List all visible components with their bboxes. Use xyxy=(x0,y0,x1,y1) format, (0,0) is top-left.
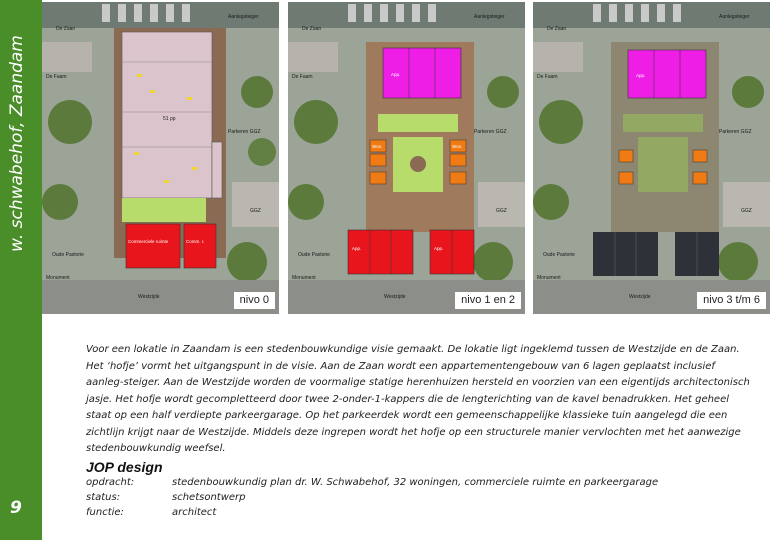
page-number: 9 xyxy=(10,498,22,518)
svg-text:Oude Pastorie: Oude Pastorie xyxy=(52,252,84,258)
svg-text:Parkeren GGZ: Parkeren GGZ xyxy=(474,129,507,135)
meta-key: functie: xyxy=(86,507,124,518)
svg-text:De Faam: De Faam xyxy=(46,74,67,80)
svg-text:Westzijde: Westzijde xyxy=(629,294,651,300)
plan-panel-level-3-6 xyxy=(533,2,770,314)
meta-value: architect xyxy=(172,507,217,518)
meta-value: stedenbouwkundig plan dr. W. Schwabehof, 32 woningen, commerciele ruimte en parkeergarage xyxy=(172,477,659,488)
project-title: w. schwabehof, Zaandam xyxy=(7,35,27,252)
svg-text:Oude Pastorie: Oude Pastorie xyxy=(298,252,330,258)
svg-text:GGZ: GGZ xyxy=(250,208,261,214)
svg-text:Monument: Monument xyxy=(46,275,70,281)
svg-text:Won.: Won. xyxy=(372,144,383,149)
svg-text:De Zaan: De Zaan xyxy=(302,26,322,32)
plan-panel-level-1-2 xyxy=(288,2,525,314)
svg-text:App.: App. xyxy=(391,72,401,77)
svg-text:Parkeren GGZ: Parkeren GGZ xyxy=(228,129,261,135)
svg-text:GGZ: GGZ xyxy=(496,208,507,214)
svg-text:App.: App. xyxy=(434,246,444,251)
svg-text:Aanlegsteiger: Aanlegsteiger xyxy=(474,14,505,20)
svg-text:Aanlegsteiger: Aanlegsteiger xyxy=(228,14,259,20)
commercial-space-right xyxy=(184,224,216,268)
svg-text:Monument: Monument xyxy=(292,275,316,281)
meta-value: schetsontwerp xyxy=(172,492,246,503)
svg-text:De Faam: De Faam xyxy=(292,74,313,80)
svg-text:App.: App. xyxy=(352,246,362,251)
svg-text:Comm. r.: Comm. r. xyxy=(186,239,205,244)
svg-text:Westzijde: Westzijde xyxy=(138,294,160,300)
level-label: nivo 0 xyxy=(234,292,275,309)
level-label: nivo 3 t/m 6 xyxy=(697,292,766,309)
plan-panel-level-0 xyxy=(42,2,279,314)
meta-key: status: xyxy=(86,492,121,503)
svg-text:Parkeren GGZ: Parkeren GGZ xyxy=(719,129,752,135)
svg-text:Commerciele ruimte: Commerciele ruimte xyxy=(128,239,169,244)
svg-text:De Zaan: De Zaan xyxy=(547,26,567,32)
svg-text:App.: App. xyxy=(636,73,646,78)
site-plan-level-3-6 xyxy=(533,2,770,314)
svg-text:51 pp: 51 pp xyxy=(163,116,176,122)
site-plan-level-0 xyxy=(42,2,279,314)
project-description: Voor een lokatie in Zaandam is een stedenbouwkundige visie gemaakt. De lokatie ligt ingeklemd tussen de Westzijde en de Zaan. Het ‘hofje’ vormt het uitgangspunt in de visie. Aan de Zaan wordt een appartementengebouw van 6 lagen geplaatst inclusief aanleg-steiger. Aan de Westzijde worden de voormalige statige herenhuizen hersteld en voorzien van een eigentijds architectonisch jasje. Het hofje wordt gecompletteerd door twee 2-onder-1-kappers die de lengterichting van de kavel benadrukken. Het geheel staat op een half verdiepte parkeergarage. Op het parkeerdek wordt een gemeenschappelijke klassieke tuin aangelegd die een zichtlijn krijgt naar de Westzijde. Middels deze ingrepen wordt het hofje op een structurele manier vervlochten met het aanwezige stedenbouwkundig weefsel. xyxy=(86,344,750,454)
commercial-space-left xyxy=(126,224,180,268)
svg-text:GGZ: GGZ xyxy=(741,208,752,214)
level-label: nivo 1 en 2 xyxy=(455,292,521,309)
roof-left xyxy=(593,232,658,276)
svg-text:Aanlegsteiger: Aanlegsteiger xyxy=(719,14,750,20)
site-plan-level-1-2 xyxy=(288,2,525,314)
firm-name: JOP design xyxy=(86,459,163,475)
svg-text:De Faam: De Faam xyxy=(537,74,558,80)
svg-text:De Zaan: De Zaan xyxy=(56,26,76,32)
svg-text:Won.: Won. xyxy=(452,144,463,149)
svg-text:Westzijde: Westzijde xyxy=(384,294,406,300)
svg-text:Oude Pastorie: Oude Pastorie xyxy=(543,252,575,258)
meta-key: opdracht: xyxy=(86,477,135,488)
svg-text:Monument: Monument xyxy=(537,275,561,281)
